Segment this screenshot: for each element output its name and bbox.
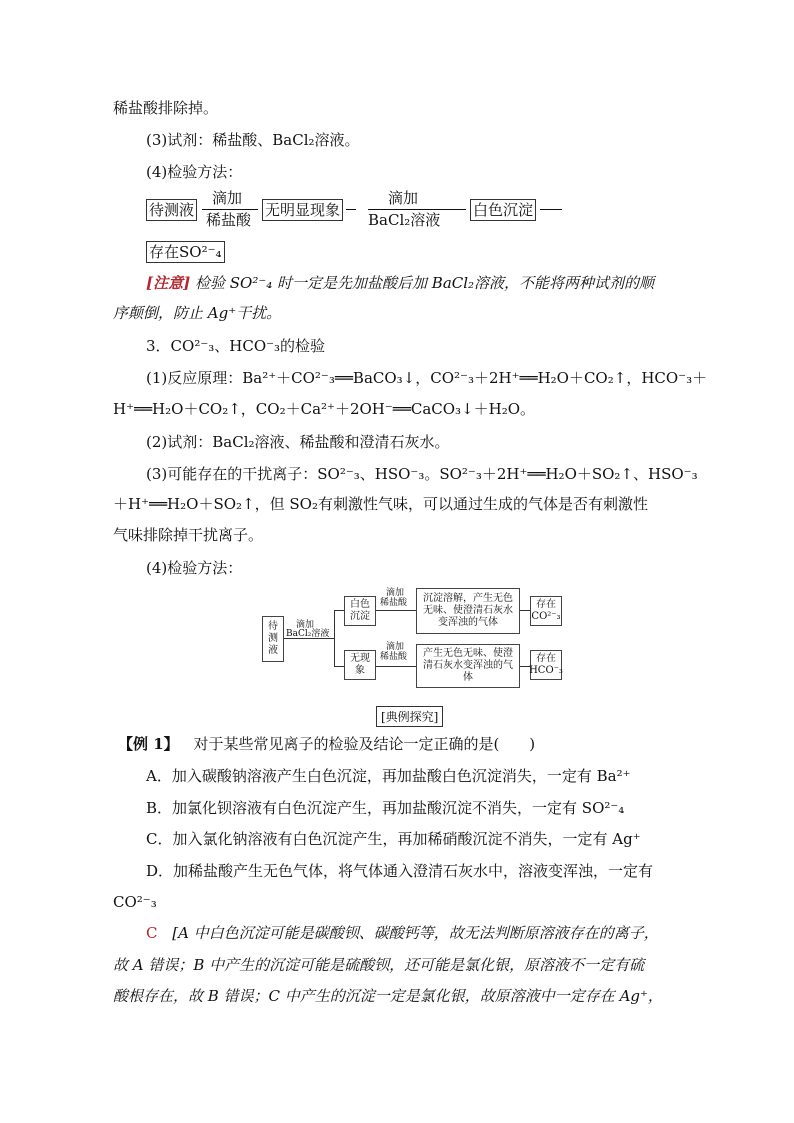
s3-3: (3)可能存在的干扰离子：SO²⁻₃、HSO⁻₃。SO²⁻₃＋2H⁺══H₂O＋SO₂↑、HSO⁻₃ bbox=[146, 465, 698, 483]
flow1-arrow2 bbox=[368, 209, 466, 210]
flow1-arrow2-bottom: BaCl₂溶液 bbox=[368, 211, 441, 229]
s3-1: (1)反应原理：Ba²⁺＋CO²⁻₃══BaCO₃↓，CO²⁻₃＋2H⁺══H₂O＋CO₂↑，HCO⁻₃＋ bbox=[146, 369, 708, 387]
example-title-line bbox=[118, 734, 535, 754]
flow2-arrow-top bbox=[376, 610, 416, 611]
flow1-box4: 存在SO²⁻₄ bbox=[146, 241, 225, 263]
flow2-result1: 沉淀溶解，产生无色无味、使澄清石灰水变浑浊的气体 bbox=[416, 588, 520, 634]
example-section-tag: [典例探究] bbox=[376, 706, 443, 727]
flow2-exist1: 存在CO²⁻₃ bbox=[530, 596, 562, 626]
s3-1b: H⁺══H₂O＋CO₂↑，CO₂＋Ca²⁺＋2OH⁻══CaCO₃↓＋H₂O。 bbox=[113, 400, 536, 418]
option-c: C．加入氯化钠溶液有白色沉淀产生，再加稀硝酸沉淀不消失，一定有 Ag⁺ bbox=[146, 830, 641, 848]
flow2-bacl2-top: 滴加 bbox=[296, 620, 315, 630]
flow1-arrow3 bbox=[540, 209, 562, 210]
flow2-none: 无现象 bbox=[344, 650, 376, 680]
flow2-result2: 产生无色无味、使澄清石灰水变浑浊的气体 bbox=[416, 644, 520, 688]
note-tag: [注意] bbox=[146, 274, 191, 292]
explanation-1: [A 中白色沉淀可能是碳酸钡、碳酸钙等，故无法判断原溶液存在的离子， bbox=[172, 924, 659, 942]
option-d-2: CO²⁻₃ bbox=[113, 893, 157, 911]
flow1-dash bbox=[346, 209, 356, 210]
answer-line bbox=[146, 923, 659, 943]
flow2-hcl1-top: 滴加 bbox=[386, 588, 405, 598]
note-line-2: 序颠倒，防止 Ag⁺干扰。 bbox=[113, 304, 282, 322]
flow2-start: 待测液 bbox=[262, 616, 284, 662]
flow2-hcl1-bottom: 稀盐酸 bbox=[380, 598, 408, 608]
flow2-bacl2-bottom: BaCl₂溶液 bbox=[286, 629, 330, 639]
answer-letter: C bbox=[146, 924, 158, 942]
flow1-arrow1-bottom: 稀盐酸 bbox=[206, 211, 252, 229]
flow1-box3: 白色沉淀 bbox=[470, 199, 536, 221]
option-d: D．加稀盐酸产生无色气体，将气体通入澄清石灰水中，溶液变浑浊，一定有 bbox=[146, 862, 654, 880]
s3-4: (4)检验方法： bbox=[146, 559, 243, 577]
line-3: (4)检验方法： bbox=[146, 163, 243, 181]
note-text: 检验 SO²⁻₄ 时一定是先加盐酸后加 BaCl₂溶液，不能将两种试剂的顺 bbox=[194, 274, 655, 292]
explanation-2: 故 A 错误；B 中产生的沉淀可能是硫酸钡，还可能是氯化银，原溶液不一定有硫 bbox=[113, 956, 645, 974]
flow2-hline-top bbox=[334, 610, 344, 611]
flow2-hcl2-top: 滴加 bbox=[386, 642, 405, 652]
example-question: 对于某些常见离子的检验及结论一定正确的是( ) bbox=[193, 735, 536, 753]
flow2-diagram bbox=[262, 586, 572, 690]
flow1-arrow2-top: 滴加 bbox=[388, 189, 419, 207]
flow2-exist2: 存在HCO⁻₃ bbox=[530, 650, 562, 680]
flow1-arrow1 bbox=[202, 209, 258, 210]
flow2-hcl2-bottom: 稀盐酸 bbox=[380, 652, 408, 662]
s3-3b: ＋H⁺══H₂O＋SO₂↑，但 SO₂有刺激性气味，可以通过生成的气体是否有刺激性 bbox=[113, 495, 648, 513]
flow2-hline-bot bbox=[334, 666, 344, 667]
flow1 bbox=[146, 188, 606, 232]
flow2-white: 白色沉淀 bbox=[344, 596, 376, 626]
section3-title: 3．CO²⁻₃、HCO⁻₃的检验 bbox=[146, 337, 326, 355]
option-a: A．加入碳酸钠溶液产生白色沉淀，再加盐酸白色沉淀消失，一定有 Ba²⁺ bbox=[146, 767, 631, 785]
flow1-arrow1-top: 滴加 bbox=[212, 189, 243, 207]
flow1-box2: 无明显现象 bbox=[262, 199, 343, 221]
flow2-arrow-r1 bbox=[520, 610, 530, 611]
line-2: (3)试剂：稀盐酸、BaCl₂溶液。 bbox=[146, 131, 360, 149]
flow2-arrow-bot bbox=[376, 666, 416, 667]
option-b: B．加氯化钡溶液有白色沉淀产生，再加盐酸沉淀不消失，一定有 SO²⁻₄ bbox=[146, 799, 625, 817]
explanation-3: 酸根存在，故 B 错误；C 中产生的沉淀一定是氯化银，故原溶液中一定存在 Ag⁺， bbox=[113, 987, 663, 1005]
line-1: 稀盐酸排除掉。 bbox=[113, 99, 219, 117]
s3-2: (2)试剂：BaCl₂溶液、稀盐酸和澄清石灰水。 bbox=[146, 433, 450, 451]
note-line bbox=[146, 273, 654, 293]
example-title: 【例 1】 bbox=[118, 735, 179, 753]
flow2-vline bbox=[334, 610, 335, 666]
flow1-box1: 待测液 bbox=[146, 199, 197, 221]
s3-3c: 气味排除掉干扰离子。 bbox=[113, 526, 264, 544]
